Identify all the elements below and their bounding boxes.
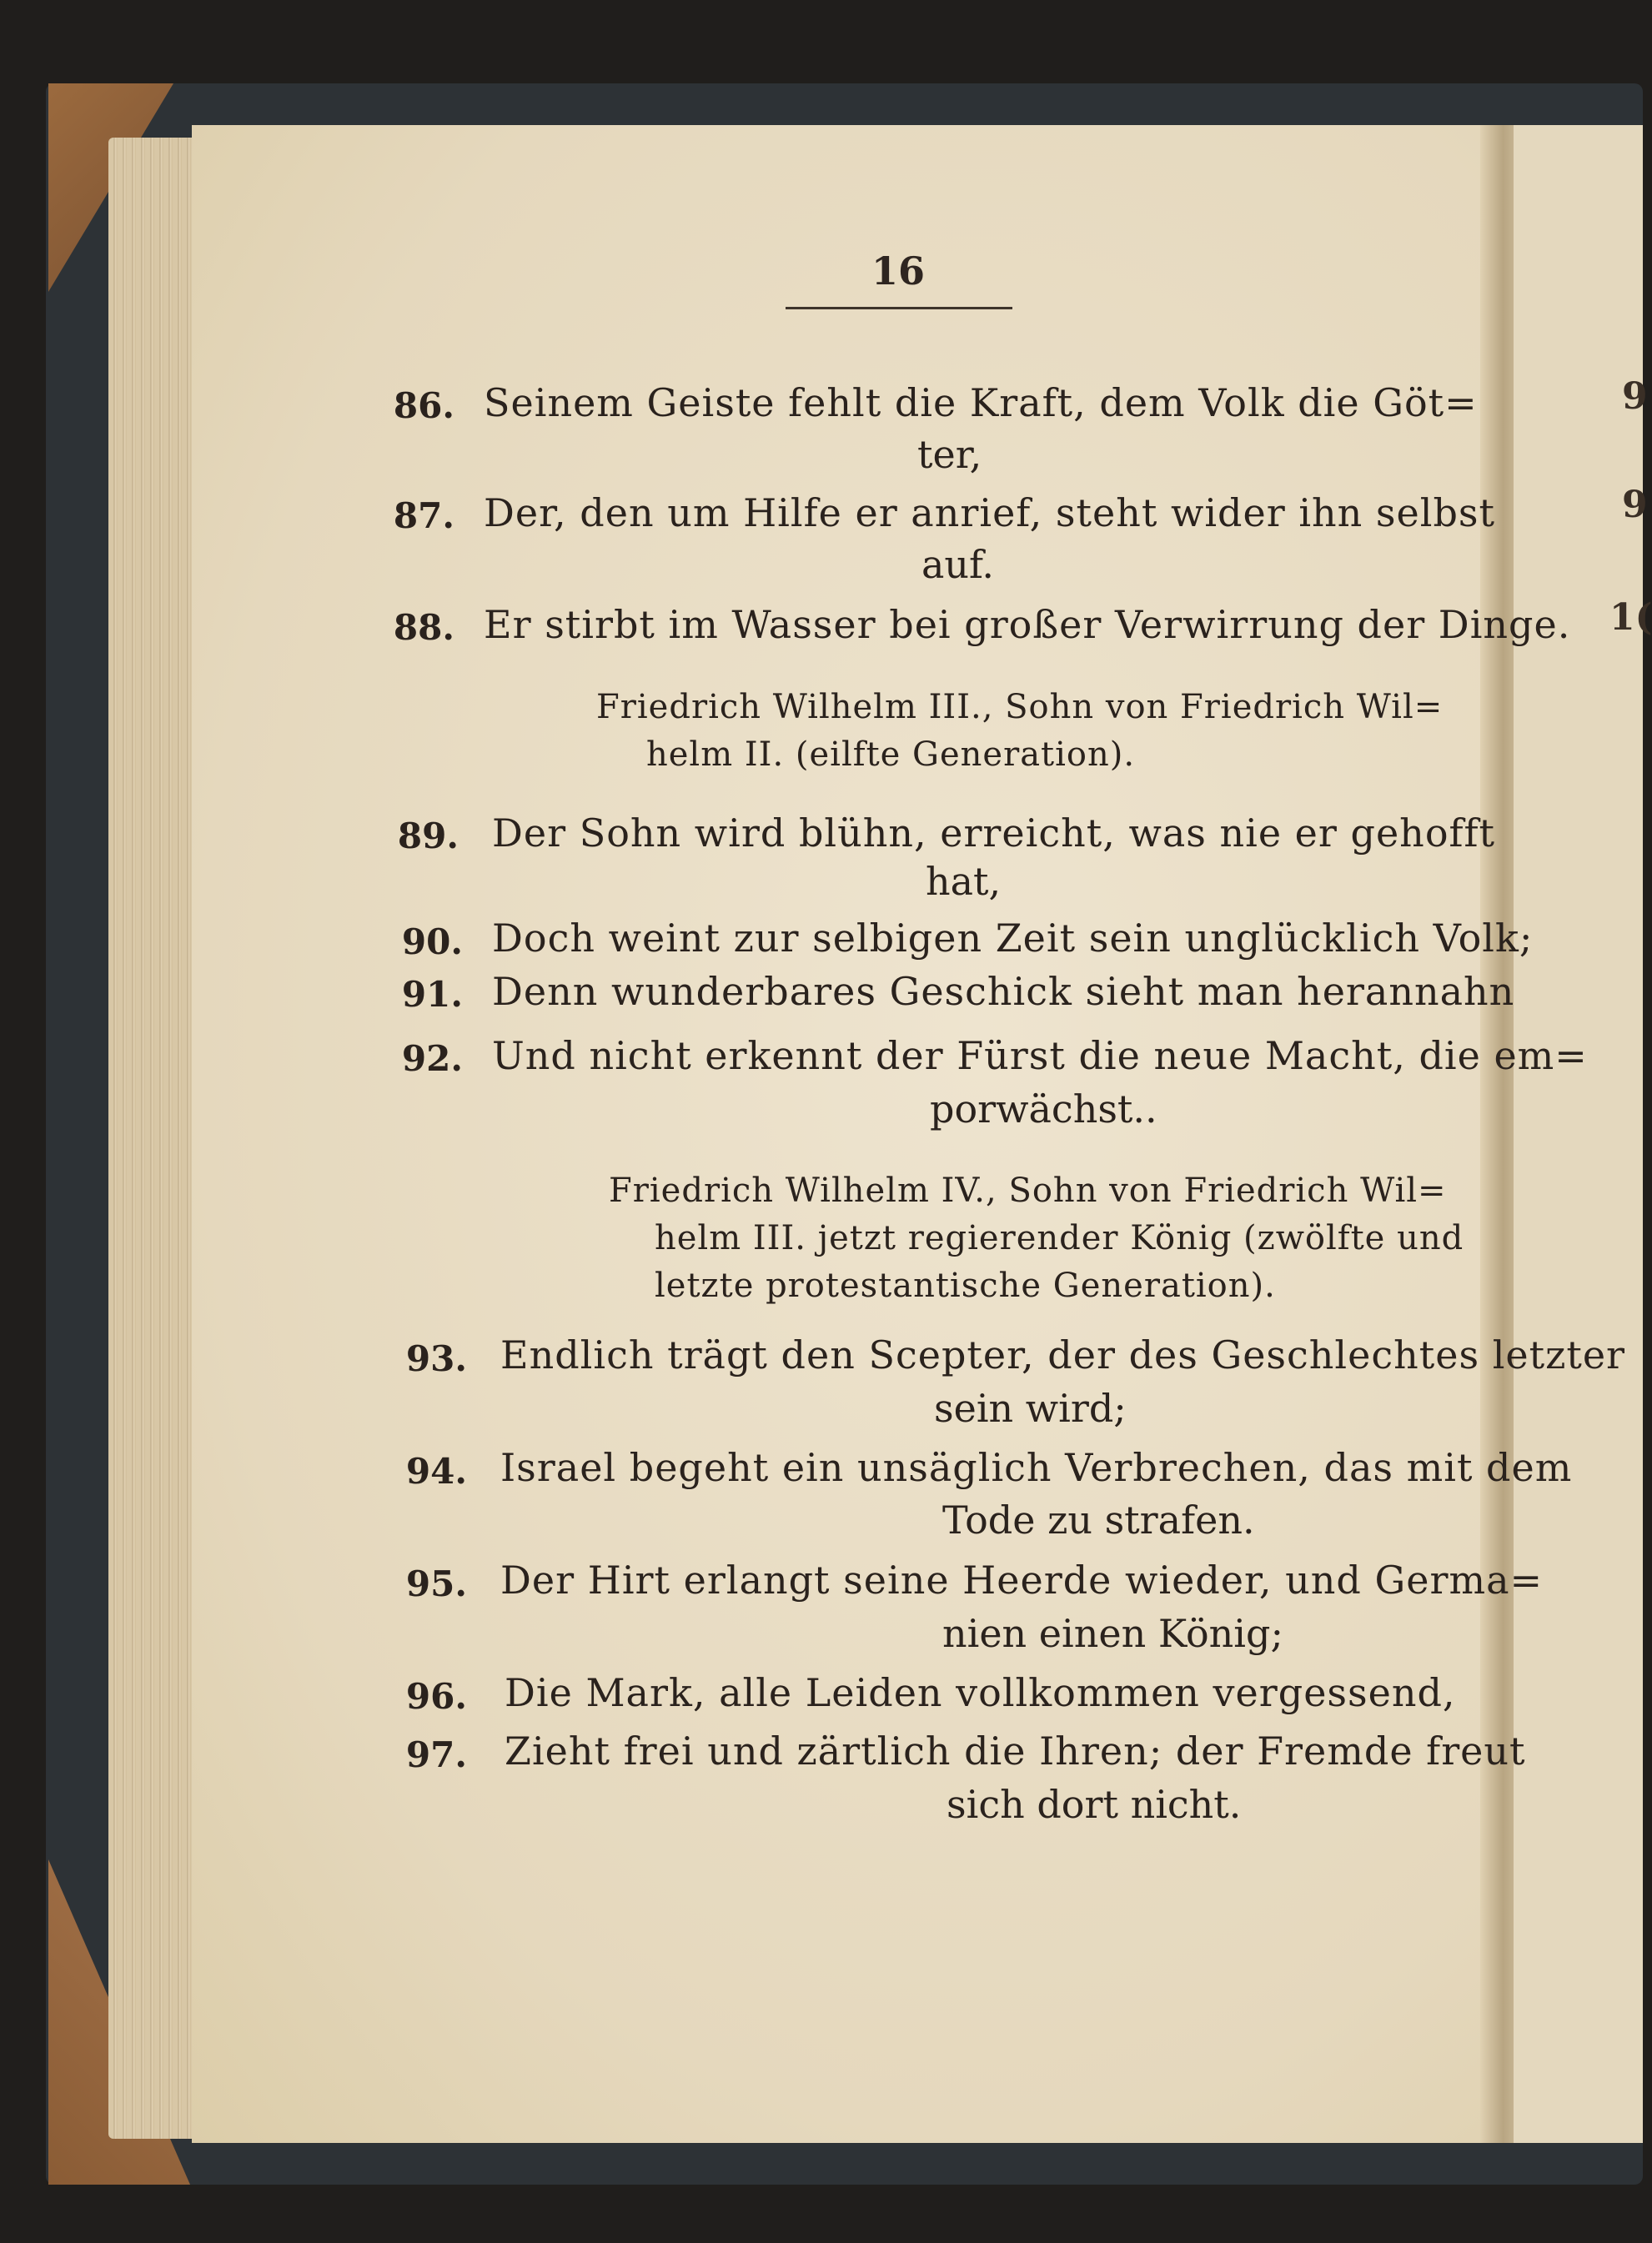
verse-continuation: sich dort nicht. [947, 1782, 1242, 1827]
right-page-edge-number: 9 [1622, 375, 1648, 418]
verse-line: Doch weint zur selbigen Zeit sein unglücklich Volk; [492, 916, 1534, 961]
right-page-edge-number: 1( [1609, 596, 1652, 639]
generation-note-line: Friedrich Wilhelm IV., Sohn von Friedrich Wil= [609, 1172, 1447, 1210]
generation-note-line: Friedrich Wilhelm III., Sohn von Friedrich Wil= [596, 688, 1444, 726]
right-page [1514, 125, 1652, 2143]
verse-continuation: hat, [926, 859, 1002, 904]
verse-line: Der, den um Hilfe er anrief, steht wider ihn selbst [484, 490, 1495, 535]
verse-number: 93. [405, 1338, 467, 1379]
generation-note-line: helm II. (eilfte Generation). [646, 735, 1136, 774]
left-page [192, 125, 1501, 2143]
verse-continuation: ter, [917, 432, 982, 477]
verse-line: Seinem Geiste fehlt die Kraft, dem Volk die Göt= [484, 380, 1478, 425]
verse-number: 95. [405, 1563, 467, 1604]
verse-line: Er stirbt im Wasser bei großer Verwirrung der Dinge. [484, 602, 1571, 647]
verse-number: 87. [393, 495, 454, 536]
verse-line: Der Sohn wird blühn, erreicht, was nie er gehofft [492, 810, 1496, 856]
verse-number: 89. [397, 815, 459, 856]
page-number: 16 [871, 248, 926, 294]
verse-continuation: sein wird; [934, 1386, 1127, 1431]
header-rule [786, 307, 1012, 309]
verse-continuation: nien einen König; [942, 1611, 1283, 1656]
generation-note-line: letzte protestantische Generation). [655, 1267, 1276, 1305]
verse-number: 90. [401, 921, 463, 962]
verse-line: Denn wunderbares Geschick sieht man herannahn [492, 969, 1515, 1014]
verse-continuation: auf. [921, 542, 995, 587]
verse-line: Zieht frei und zärtlich die Ihren; der Fremde freut [505, 1729, 1526, 1774]
verse-number: 91. [401, 974, 463, 1015]
verse-number: 96. [405, 1676, 467, 1717]
generation-note-line: helm III. jetzt regierender König (zwölfte und [655, 1219, 1464, 1257]
verse-continuation: porwächst.. [930, 1086, 1157, 1132]
verse-number: 97. [405, 1734, 467, 1775]
verse-line: Und nicht erkennt der Fürst die neue Macht, die em= [492, 1033, 1588, 1078]
verse-line: Israel begeht ein unsäglich Verbrechen, das mit dem [500, 1445, 1573, 1490]
verse-continuation: Tode zu strafen. [942, 1498, 1255, 1543]
page-edges [108, 138, 200, 2139]
verse-line: Der Hirt erlangt seine Heerde wieder, und Germa= [500, 1558, 1544, 1603]
verse-number: 88. [393, 607, 454, 648]
verse-number: 94. [405, 1451, 467, 1492]
verse-line: Endlich trägt den Scepter, der des Geschlechtes letzter [500, 1332, 1626, 1377]
verse-line: Die Mark, alle Leiden vollkommen vergessend, [505, 1670, 1456, 1715]
verse-number: 86. [393, 385, 454, 426]
right-page-edge-number: 9 [1622, 484, 1648, 526]
verse-number: 92. [401, 1038, 463, 1079]
